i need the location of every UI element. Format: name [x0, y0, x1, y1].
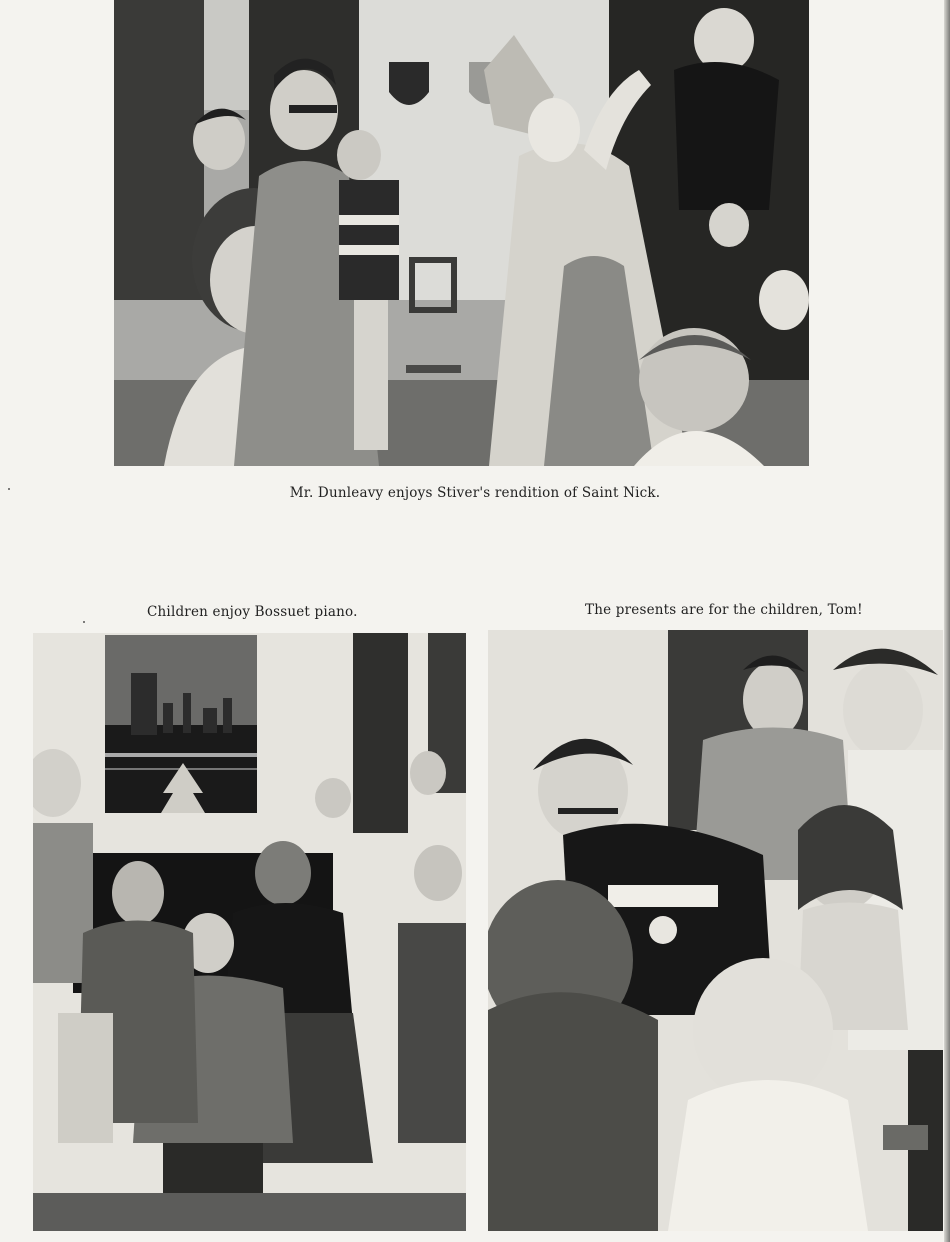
dust-speck — [83, 621, 85, 623]
caption-bossuet-piano: Children enjoy Bossuet piano. — [147, 604, 358, 620]
caption-saint-nick: Mr. Dunleavy enjoys Stiver's rendition of Saint Nick. — [289, 485, 661, 501]
photo-saint-nick — [114, 0, 809, 466]
dust-speck — [8, 488, 10, 490]
photo-children-piano — [33, 633, 466, 1231]
page-edge — [944, 0, 950, 1242]
caption-presents: The presents are for the children, Tom! — [585, 602, 863, 618]
photo-presents — [488, 630, 943, 1231]
